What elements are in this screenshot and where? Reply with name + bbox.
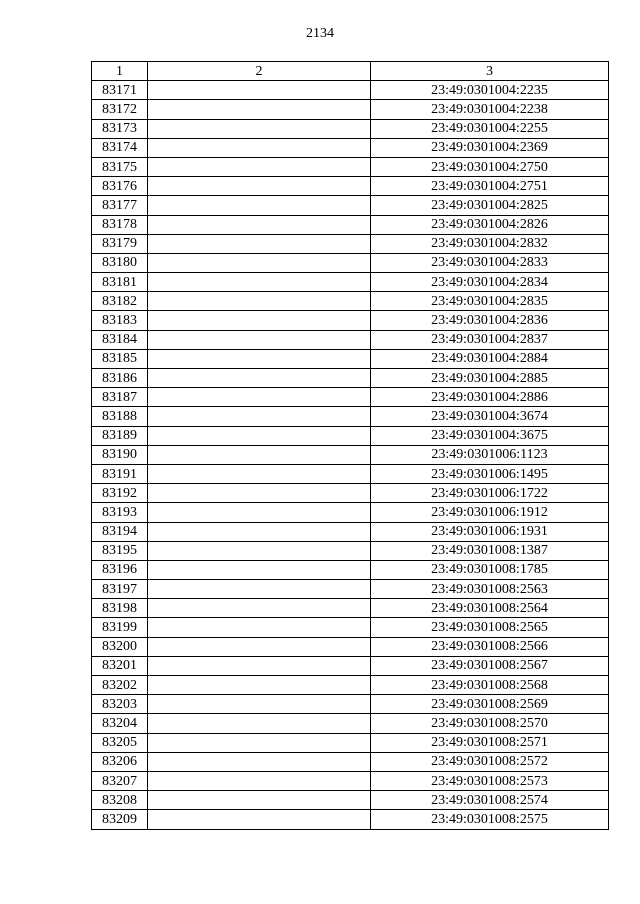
registry-table-body — [92, 62, 609, 830]
row-name-cell — [148, 676, 371, 695]
row-name-cell — [148, 695, 371, 714]
table-row — [92, 196, 609, 215]
row-name-cell — [148, 157, 371, 176]
row-name-cell — [148, 637, 371, 656]
table-row — [92, 484, 609, 503]
row-cadastral-code-cell: 23:49:0301004:2885 — [371, 369, 609, 388]
row-name-cell — [148, 100, 371, 119]
row-number-cell: 83185 — [92, 349, 148, 368]
table-row — [92, 637, 609, 656]
row-cadastral-code-cell: 23:49:0301008:2572 — [371, 752, 609, 771]
row-number-cell: 83176 — [92, 177, 148, 196]
table-row — [92, 464, 609, 483]
row-number-cell: 83175 — [92, 157, 148, 176]
row-name-cell — [148, 503, 371, 522]
row-cadastral-code-cell: 23:49:0301006:1123 — [371, 445, 609, 464]
row-name-cell — [148, 81, 371, 100]
table-row — [92, 215, 609, 234]
row-name-cell — [148, 541, 371, 560]
column-header-1: 1 — [92, 62, 148, 81]
table-row — [92, 119, 609, 138]
row-cadastral-code-cell: 23:49:0301006:1912 — [371, 503, 609, 522]
row-cadastral-code-cell: 23:49:0301008:2568 — [371, 676, 609, 695]
table-row — [92, 752, 609, 771]
row-number-cell: 83203 — [92, 695, 148, 714]
row-number-cell: 83205 — [92, 733, 148, 752]
row-cadastral-code-cell: 23:49:0301004:2886 — [371, 388, 609, 407]
table-row — [92, 330, 609, 349]
row-name-cell — [148, 522, 371, 541]
row-cadastral-code-cell: 23:49:0301004:2833 — [371, 253, 609, 272]
row-cadastral-code-cell: 23:49:0301004:2884 — [371, 349, 609, 368]
row-name-cell — [148, 484, 371, 503]
row-name-cell — [148, 752, 371, 771]
row-cadastral-code-cell: 23:49:0301008:1785 — [371, 560, 609, 579]
row-name-cell — [148, 177, 371, 196]
table-row — [92, 503, 609, 522]
row-number-cell: 83183 — [92, 311, 148, 330]
row-number-cell: 83198 — [92, 599, 148, 618]
row-name-cell — [148, 273, 371, 292]
row-cadastral-code-cell: 23:49:0301006:1722 — [371, 484, 609, 503]
row-name-cell — [148, 369, 371, 388]
row-name-cell — [148, 560, 371, 579]
row-name-cell — [148, 618, 371, 637]
row-name-cell — [148, 234, 371, 253]
registry-table — [91, 61, 609, 830]
row-number-cell: 83172 — [92, 100, 148, 119]
row-number-cell: 83194 — [92, 522, 148, 541]
row-number-cell: 83179 — [92, 234, 148, 253]
table-row — [92, 81, 609, 100]
row-name-cell — [148, 119, 371, 138]
table-row — [92, 599, 609, 618]
row-cadastral-code-cell: 23:49:0301004:3675 — [371, 426, 609, 445]
row-cadastral-code-cell: 23:49:0301008:2575 — [371, 810, 609, 829]
row-number-cell: 83207 — [92, 771, 148, 790]
row-number-cell: 83173 — [92, 119, 148, 138]
row-cadastral-code-cell: 23:49:0301004:2834 — [371, 273, 609, 292]
table-row — [92, 407, 609, 426]
row-cadastral-code-cell: 23:49:0301008:1387 — [371, 541, 609, 560]
row-number-cell: 83209 — [92, 810, 148, 829]
row-name-cell — [148, 349, 371, 368]
table-row — [92, 138, 609, 157]
row-name-cell — [148, 714, 371, 733]
row-cadastral-code-cell: 23:49:0301004:3674 — [371, 407, 609, 426]
row-name-cell — [148, 253, 371, 272]
row-number-cell: 83181 — [92, 273, 148, 292]
table-row — [92, 234, 609, 253]
row-number-cell: 83208 — [92, 791, 148, 810]
row-number-cell: 83206 — [92, 752, 148, 771]
table-row — [92, 791, 609, 810]
row-cadastral-code-cell: 23:49:0301004:2235 — [371, 81, 609, 100]
row-cadastral-code-cell: 23:49:0301008:2563 — [371, 580, 609, 599]
row-cadastral-code-cell: 23:49:0301004:2837 — [371, 330, 609, 349]
row-cadastral-code-cell: 23:49:0301004:2836 — [371, 311, 609, 330]
row-name-cell — [148, 791, 371, 810]
row-name-cell — [148, 656, 371, 675]
table-row — [92, 273, 609, 292]
row-cadastral-code-cell: 23:49:0301008:2573 — [371, 771, 609, 790]
row-number-cell: 83190 — [92, 445, 148, 464]
table-row — [92, 388, 609, 407]
row-name-cell — [148, 733, 371, 752]
row-number-cell: 83182 — [92, 292, 148, 311]
column-header-3: 3 — [371, 62, 609, 81]
row-number-cell: 83178 — [92, 215, 148, 234]
table-row — [92, 426, 609, 445]
table-row — [92, 541, 609, 560]
row-name-cell — [148, 292, 371, 311]
row-number-cell: 83195 — [92, 541, 148, 560]
row-name-cell — [148, 426, 371, 445]
table-row — [92, 810, 609, 829]
row-name-cell — [148, 464, 371, 483]
row-cadastral-code-cell: 23:49:0301008:2574 — [371, 791, 609, 810]
row-name-cell — [148, 580, 371, 599]
row-cadastral-code-cell: 23:49:0301008:2570 — [371, 714, 609, 733]
row-number-cell: 83188 — [92, 407, 148, 426]
table-row — [92, 733, 609, 752]
row-name-cell — [148, 771, 371, 790]
page-number: 2134 — [306, 26, 334, 41]
row-number-cell: 83204 — [92, 714, 148, 733]
table-row — [92, 656, 609, 675]
row-name-cell — [148, 196, 371, 215]
table-row — [92, 349, 609, 368]
row-cadastral-code-cell: 23:49:0301004:2255 — [371, 119, 609, 138]
table-header-row — [92, 62, 609, 81]
row-name-cell — [148, 407, 371, 426]
row-number-cell: 83171 — [92, 81, 148, 100]
row-cadastral-code-cell: 23:49:0301004:2238 — [371, 100, 609, 119]
row-cadastral-code-cell: 23:49:0301008:2564 — [371, 599, 609, 618]
row-name-cell — [148, 311, 371, 330]
table-row — [92, 676, 609, 695]
table-row — [92, 445, 609, 464]
row-name-cell — [148, 388, 371, 407]
table-row — [92, 311, 609, 330]
table-row — [92, 580, 609, 599]
row-name-cell — [148, 330, 371, 349]
row-number-cell: 83187 — [92, 388, 148, 407]
row-cadastral-code-cell: 23:49:0301004:2750 — [371, 157, 609, 176]
row-cadastral-code-cell: 23:49:0301004:2825 — [371, 196, 609, 215]
table-row — [92, 177, 609, 196]
row-number-cell: 83180 — [92, 253, 148, 272]
row-number-cell: 83184 — [92, 330, 148, 349]
row-number-cell: 83174 — [92, 138, 148, 157]
row-number-cell: 83177 — [92, 196, 148, 215]
table-row — [92, 695, 609, 714]
row-number-cell: 83193 — [92, 503, 148, 522]
row-number-cell: 83200 — [92, 637, 148, 656]
table-row — [92, 522, 609, 541]
table-row — [92, 714, 609, 733]
table-row — [92, 369, 609, 388]
row-number-cell: 83191 — [92, 464, 148, 483]
row-cadastral-code-cell: 23:49:0301004:2826 — [371, 215, 609, 234]
row-number-cell: 83189 — [92, 426, 148, 445]
row-cadastral-code-cell: 23:49:0301008:2565 — [371, 618, 609, 637]
row-name-cell — [148, 445, 371, 464]
row-number-cell: 83201 — [92, 656, 148, 675]
table-row — [92, 292, 609, 311]
row-cadastral-code-cell: 23:49:0301004:2751 — [371, 177, 609, 196]
row-name-cell — [148, 215, 371, 234]
row-cadastral-code-cell: 23:49:0301004:2369 — [371, 138, 609, 157]
row-number-cell: 83197 — [92, 580, 148, 599]
row-cadastral-code-cell: 23:49:0301006:1495 — [371, 464, 609, 483]
row-cadastral-code-cell: 23:49:0301004:2835 — [371, 292, 609, 311]
column-header-2: 2 — [148, 62, 371, 81]
row-cadastral-code-cell: 23:49:0301004:2832 — [371, 234, 609, 253]
row-cadastral-code-cell: 23:49:0301008:2569 — [371, 695, 609, 714]
row-cadastral-code-cell: 23:49:0301008:2567 — [371, 656, 609, 675]
row-number-cell: 83186 — [92, 369, 148, 388]
row-name-cell — [148, 599, 371, 618]
table-row — [92, 771, 609, 790]
table-row — [92, 618, 609, 637]
table-row — [92, 560, 609, 579]
row-number-cell: 83199 — [92, 618, 148, 637]
row-cadastral-code-cell: 23:49:0301008:2571 — [371, 733, 609, 752]
row-number-cell: 83202 — [92, 676, 148, 695]
table-row — [92, 100, 609, 119]
table-row — [92, 253, 609, 272]
row-name-cell — [148, 138, 371, 157]
table-row — [92, 157, 609, 176]
row-cadastral-code-cell: 23:49:0301006:1931 — [371, 522, 609, 541]
row-number-cell: 83196 — [92, 560, 148, 579]
row-name-cell — [148, 810, 371, 829]
row-number-cell: 83192 — [92, 484, 148, 503]
row-cadastral-code-cell: 23:49:0301008:2566 — [371, 637, 609, 656]
